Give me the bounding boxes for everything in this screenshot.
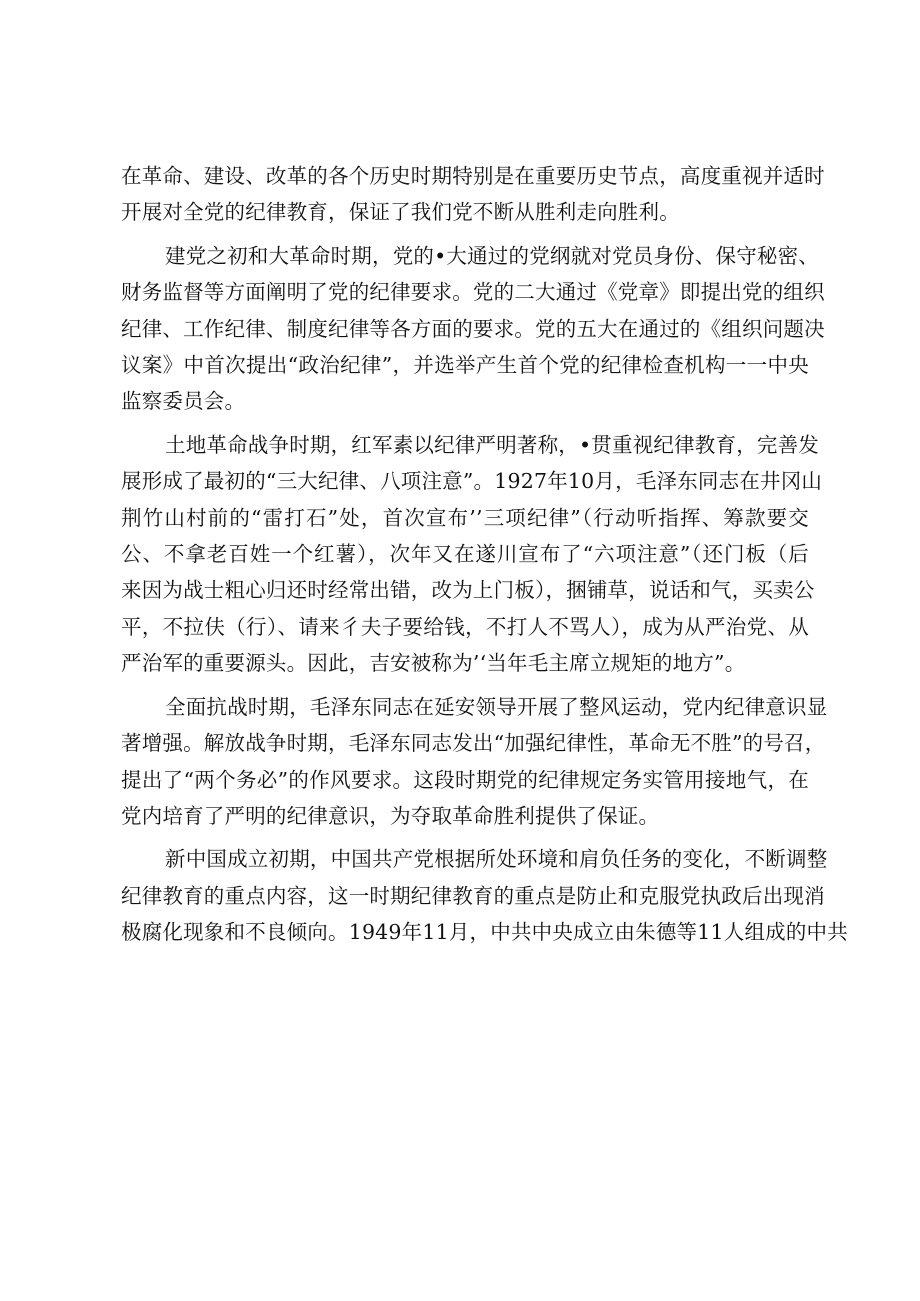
text-line: 著增强。解放战争时期，毛泽东同志发出“加强纪律性，革命无不胜”的号召， [121, 731, 826, 756]
text-line: 展形成了最初的“三大纪律、八项注意”。1927年10月，毛泽东同志在井冈山 [121, 469, 823, 494]
text-line: 公、不拿老百姓一个红薯），次年又在遂川宣布了“六项注意”（还门板（后 [121, 542, 809, 567]
text-line: 土地革命战争时期，红军素以纪律严明著称，•贯重视纪律教育，完善发 [165, 432, 819, 457]
text-line: 荆竹山村前的“雷打石”处，首次宣布’’三项纪律”（行动听指挥、筹款要交 [121, 505, 809, 530]
text-line: 财务监督等方面阐明了党的纪律要求。党的二大通过《党章》即提出党的组织 [121, 280, 825, 305]
text-line: 建党之初和大革命时期，党的•大通过的党纲就对党员身份、保守秘密、 [165, 243, 819, 268]
text-line: 新中国成立初期，中国共产党根据所处环境和肩负任务的变化，不断调整 [165, 847, 828, 872]
text-line: 开展对全党的纪律教育，保证了我们党不断从胜利走向胜利。 [121, 200, 680, 225]
text-line: 提出了“两个务必”的作风要求。这段时期党的纪律规定务实管用接地气，在 [121, 767, 809, 792]
paragraph [121, 689, 828, 835]
text-line: 全面抗战时期，毛泽东同志在延安领导开展了整风运动，党内纪律意识显 [165, 694, 828, 719]
text-line: 议案》中首次提出“政治纪律”，并选举产生首个党的纪律检查机构一一中央 [121, 353, 809, 378]
text-line: 纪律教育的重点内容，这一时期纪律教育的重点是防止和克服党执政后出现消 [121, 883, 825, 908]
text-line: 极腐化现象和不良倾向。1949年11月，中共中央成立由朱德等11人组成的中共 [121, 920, 848, 945]
paragraph [121, 158, 825, 231]
text-line: 严治军的重要源头。因此，吉安被称为’‘当年毛主席立规矩的地方”。 [121, 651, 746, 676]
text-line: 监察委员会。 [121, 389, 246, 414]
text-line: 来因为战士粗心归还时经常出错，改为上门板），捆铺草，说话和气，买卖公 [121, 578, 815, 603]
text-line: 党内培育了严明的纪律意识，为夺取革命胜利提供了保证。 [121, 803, 660, 828]
text-line: 在革命、建设、改革的各个历史时期特别是在重要历史节点，高度重视并适时 [121, 164, 825, 188]
body-text [121, 158, 848, 958]
text-line: 纪律、工作纪律、制度纪律等各方面的要求。党的五大在通过的《组织问题决 [121, 316, 825, 341]
paragraph [121, 427, 823, 682]
text-line: 平，不拉伕（行）、请来彳夫子要给钱，不打人不骂人），成为从严治党、从 [121, 614, 809, 639]
paragraph [121, 238, 825, 420]
paragraph [121, 841, 848, 950]
